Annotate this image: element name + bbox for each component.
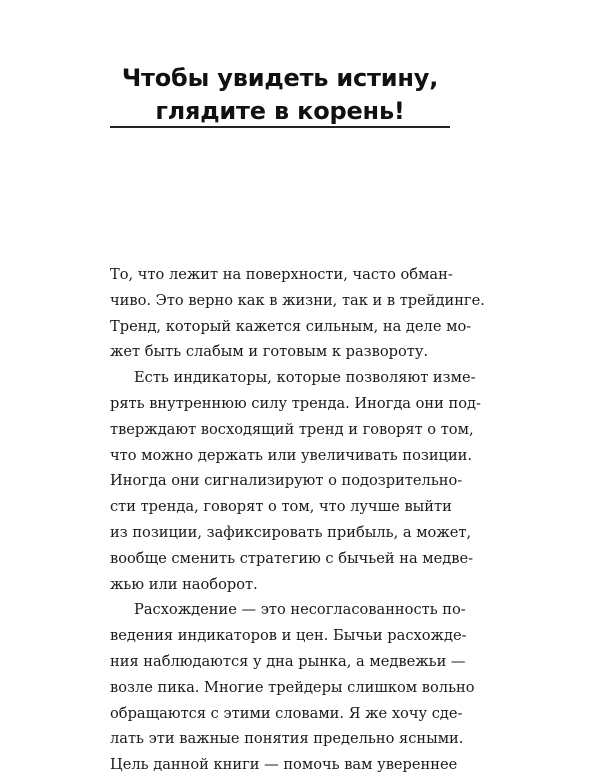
text-line: рять внутреннюю силу тренда. Иногда они под- bbox=[110, 394, 481, 412]
chapter-title bbox=[110, 62, 450, 128]
text-line: Тренд, который кажется сильным, на деле мо- bbox=[110, 317, 472, 335]
paragraph-3 bbox=[110, 597, 475, 778]
paragraph-2 bbox=[110, 365, 481, 597]
text-line: ведения индикаторов и цен. Бычьи расхожде- bbox=[110, 627, 467, 645]
text-line: что можно держать или увеличивать позиции. bbox=[110, 446, 473, 464]
text-line: из позиции, зафиксировать прибыль, а может, bbox=[110, 523, 472, 541]
text-line: ния наблюдаются у дна рынка, а медвежьи — bbox=[110, 652, 466, 670]
text-line: То, что лежит на поверхности, часто обман- bbox=[110, 266, 453, 283]
text-line: сти тренда, говорят о том, что лучше выйти bbox=[110, 498, 452, 516]
text-line: Расхождение — это несогласованность по- bbox=[134, 601, 466, 619]
text-line: тверждают восходящий тренд и говорят о том, bbox=[110, 420, 474, 438]
text-line: обращаются с этими словами. Я же хочу сде- bbox=[110, 704, 463, 722]
paragraph-1 bbox=[110, 262, 485, 365]
text-line: жью или наоборот. bbox=[110, 575, 258, 593]
text-line: лать эти важные понятия предельно ясными. bbox=[110, 730, 464, 748]
body-text bbox=[110, 262, 485, 778]
title-underline bbox=[110, 126, 450, 128]
text-line: возле пика. Многие трейдеры слишком вольно bbox=[110, 678, 475, 696]
text-line: вообще сменить стратегию с бычьей на медве- bbox=[110, 549, 474, 567]
text-line: чиво. Это верно как в жизни, так и в трейдинге. bbox=[110, 291, 485, 309]
text-line: Иногда они сигнализируют о подозрительно- bbox=[110, 472, 463, 490]
text-line: Цель данной книги — помочь вам увереннее bbox=[110, 756, 458, 774]
chapter-title-line: Чтобы увидеть истину, bbox=[121, 64, 439, 92]
text-line: жет быть слабым и готовым к развороту. bbox=[110, 343, 429, 361]
chapter-title-line: глядите в корень! bbox=[155, 97, 405, 125]
text-line: Есть индикаторы, которые позволяют изме- bbox=[134, 369, 476, 387]
